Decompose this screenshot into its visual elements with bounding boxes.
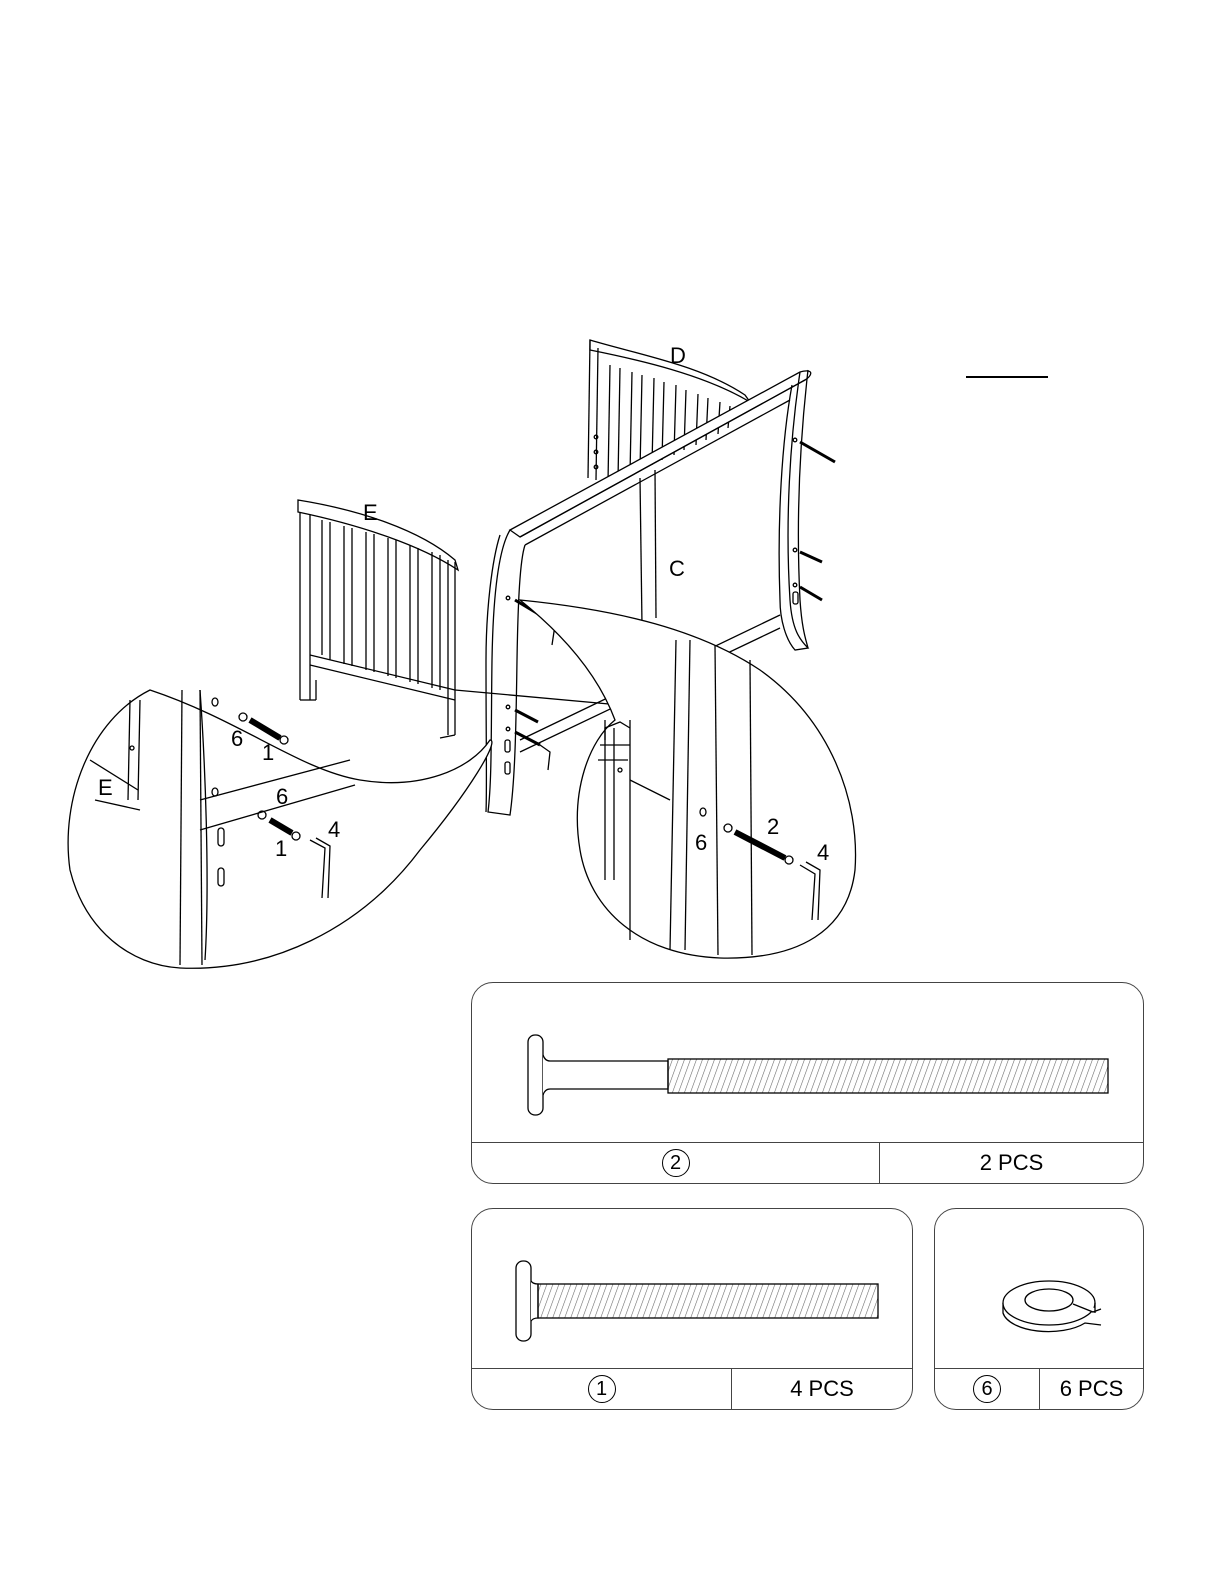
label-panel-d: D [670,343,686,368]
label-panel-c: C [669,556,685,581]
hardware-card-long-bolt [471,982,1144,1184]
callout-right-magnifier [520,600,856,958]
hardware-card-short-bolt [471,1208,913,1410]
part-quantity: 4 PCS [731,1369,912,1409]
label-panel-e: E [363,500,378,525]
short-bolt-icon [472,1209,912,1369]
hardware-card-lock-washer [934,1208,1144,1410]
part-quantity: 2 PCS [879,1143,1143,1183]
label-wrench: 4 [328,817,341,842]
lock-washer-icon [935,1209,1143,1369]
long-bolt-icon [472,983,1143,1143]
callout-left-magnifier [68,690,492,968]
part-number-badge: 6 [973,1375,1001,1403]
label-washer: 6 [276,784,289,809]
part-number-badge: 1 [588,1375,616,1403]
label-washer: 6 [231,726,244,751]
label-wrench: 4 [817,840,830,865]
label-bolt: 1 [262,740,275,765]
panel-d [588,340,750,482]
label-long-bolt: 2 [767,814,780,839]
part-quantity: 6 PCS [1039,1369,1143,1409]
label-bolt: 1 [275,836,288,861]
label-washer: 6 [695,830,708,855]
panel-e [298,500,458,738]
part-number-badge: 2 [662,1149,690,1177]
label-callout-panel-e: E [98,775,113,800]
